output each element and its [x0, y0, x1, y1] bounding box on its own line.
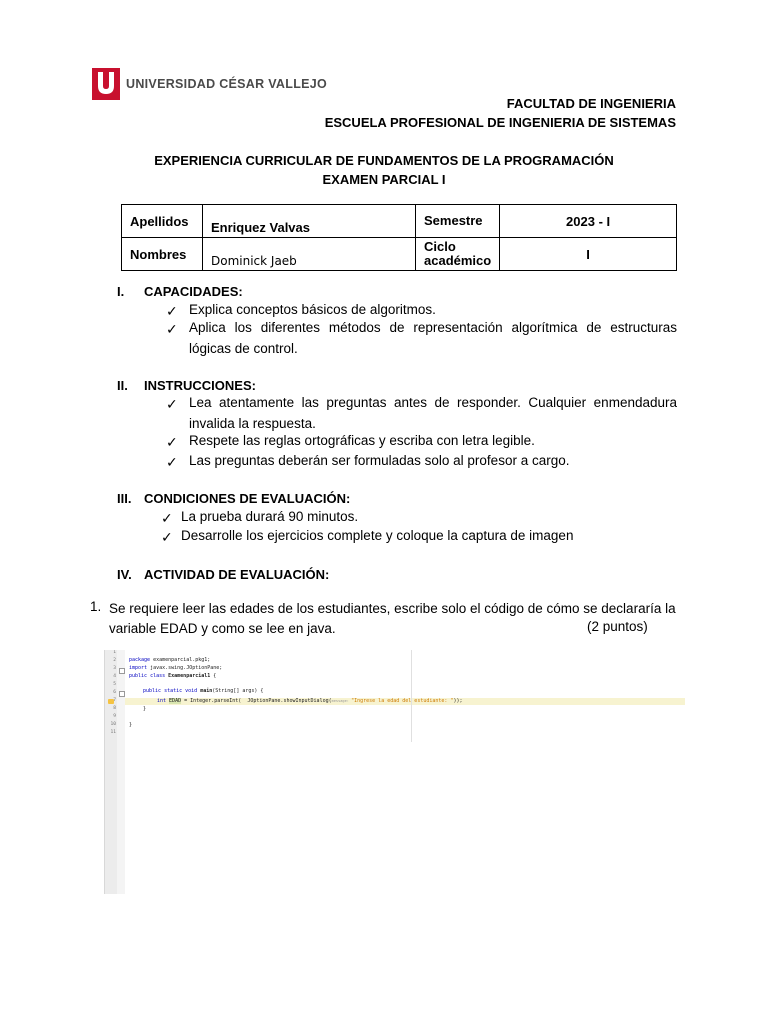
code-line-2: package examenparcial.pkg1;	[129, 657, 211, 663]
course-title: EXPERIENCIA CURRICULAR DE FUNDAMENTOS DE LA PROGRAMACIÓN	[154, 153, 614, 168]
checkmark-icon: ✓	[166, 454, 178, 470]
semestre-label: Semestre	[416, 205, 500, 238]
question-line-1: Se requiere leer las edades de los estudiantes, escribe solo el código de cómo se declararía la	[109, 601, 676, 616]
checkmark-icon: ✓	[166, 434, 178, 450]
list-item-text: La prueba durará 90 minutos.	[181, 509, 359, 524]
line-number: 5	[113, 682, 116, 687]
checkmark-icon: ✓	[166, 396, 178, 412]
code-line-10: }	[129, 722, 133, 728]
code-line-7: int EDAD = Integer.parseInt( JOptionPane.showInputDialog(message: "Ingrese la edad del estudiante: "));	[157, 698, 463, 704]
fold-toggle-icon[interactable]	[119, 691, 125, 697]
fold-toggle-icon[interactable]	[119, 668, 125, 674]
line-number: 8	[113, 706, 116, 711]
list-item	[0, 431, 768, 452]
line-number: 10	[110, 722, 116, 727]
right-margin-guide	[411, 650, 412, 742]
list-item	[0, 526, 768, 547]
section-title-capacidades: CAPACIDADES:	[144, 284, 243, 299]
university-name: UNIVERSIDAD CÉSAR VALLEJO	[126, 77, 328, 91]
apellidos-value: Enriquez Valvas	[203, 205, 416, 238]
checkmark-icon: ✓	[161, 510, 173, 526]
list-item	[0, 507, 768, 528]
list-item-text: Aplica los diferentes métodos de representación algorítmica de estructuras lógicas de control.	[189, 320, 677, 356]
code-screenshot	[104, 650, 685, 894]
school-title: ESCUELA PROFESIONAL DE INGENIERIA DE SISTEMAS	[324, 115, 676, 130]
semestre-value: 2023 - I	[500, 205, 677, 238]
faculty-title: FACULTAD DE INGENIERIA	[506, 96, 676, 111]
question-points: (2 puntos)	[587, 619, 648, 634]
code-line-3: import javax.swing.JOptionPane;	[129, 665, 223, 671]
list-item-text: Las preguntas deberán ser formuladas solo al profesor a cargo.	[189, 453, 570, 468]
checkmark-icon: ✓	[161, 529, 173, 545]
checkmark-icon: ✓	[166, 303, 178, 319]
section-title-actividad: ACTIVIDAD DE EVALUACIÓN:	[144, 567, 330, 582]
line-number: 4	[113, 674, 116, 679]
ucv-logo-icon	[92, 68, 120, 100]
checkmark-icon: ✓	[166, 321, 178, 337]
list-item-text: Desarrolle los ejercicios complete y coloque la captura de imagen	[181, 528, 574, 543]
section-number: I.	[117, 284, 125, 299]
line-number: 1	[113, 650, 116, 655]
list-item-text: Lea atentamente las preguntas antes de responder. Cualquier enmendadura invalida la respuesta.	[189, 395, 677, 431]
list-item-text: Explica conceptos básicos de algoritmos.	[189, 302, 436, 317]
nombres-label: Nombres	[122, 238, 203, 271]
line-number: 7	[113, 698, 116, 703]
question-line-2: variable EDAD y como se lee en java.	[109, 621, 336, 636]
university-logo	[92, 68, 332, 104]
line-number: 3	[113, 666, 116, 671]
table-row	[122, 205, 677, 238]
ciclo-value: I	[500, 238, 677, 271]
ciclo-label-line2: académico	[424, 253, 492, 268]
code-line-4: public class Examenparcial1 {	[129, 673, 217, 679]
list-item	[0, 393, 768, 435]
list-item	[0, 318, 768, 360]
student-info-table	[121, 204, 677, 271]
list-item-text: Respete las reglas ortográficas y escriba con letra legible.	[189, 433, 535, 448]
list-item	[0, 451, 768, 472]
fold-column	[117, 650, 125, 894]
table-row	[122, 238, 677, 271]
exam-title: EXAMEN PARCIAL I	[322, 172, 446, 187]
code-line-8: }	[143, 706, 147, 712]
ciclo-label	[416, 238, 500, 271]
section-number: IV.	[117, 567, 132, 582]
section-number: II.	[117, 378, 128, 393]
section-title-instrucciones: INSTRUCCIONES:	[144, 378, 256, 393]
question-number: 1.	[90, 599, 102, 614]
section-number: III.	[117, 491, 132, 506]
line-number: 2	[113, 658, 116, 663]
nombres-value: Dominick Jaeb	[203, 238, 416, 271]
code-line-6: public static void main(String[] args) {	[143, 688, 264, 694]
section-title-condiciones: CONDICIONES DE EVALUACIÓN:	[144, 491, 351, 506]
line-number: 11	[110, 730, 116, 735]
apellidos-label: Apellidos	[122, 205, 203, 238]
ciclo-label-line1: Ciclo	[424, 239, 456, 254]
line-number: 9	[113, 714, 116, 719]
line-number: 6	[113, 690, 116, 695]
